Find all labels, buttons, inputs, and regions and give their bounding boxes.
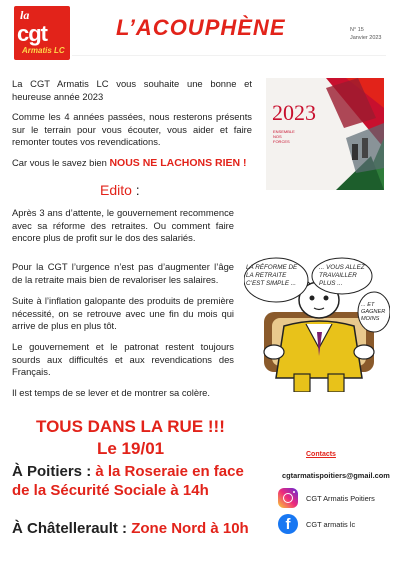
chatellerault-sep: :: [117, 520, 132, 537]
logo-la: la: [20, 8, 30, 22]
card-year-text: 2023: [272, 100, 316, 125]
facebook-label: CGT armatis lc: [306, 519, 356, 529]
edito-heading-text: Edito: [100, 182, 132, 198]
year-2023-illustration: [266, 78, 384, 190]
newsletter-title: L’ACOUPHÈNE: [116, 15, 286, 40]
contacts-title: Contacts: [306, 451, 336, 458]
contact-email[interactable]: cgtarmatispoitiers@gmail.com: [282, 471, 390, 480]
chatellerault-city: À Châtellerault: [12, 520, 118, 537]
logo-cgt: cgt: [17, 21, 47, 46]
location-poitiers: [12, 462, 272, 500]
poitiers-city: À Poitiers: [12, 463, 83, 480]
card-caption-1: ENSEMBLE: [273, 129, 295, 134]
chatellerault-place: Zone Nord à 10h: [131, 520, 249, 537]
cartoon-cat-illustration: [244, 256, 390, 392]
poitiers-place-line-1: à la Roseraie en face: [95, 463, 244, 480]
intro-know-prefix: Car vous le savez bien: [12, 157, 107, 168]
logo-subtitle: Armatis LC: [22, 46, 65, 55]
facebook-icon: f: [278, 514, 298, 534]
intro-know: [12, 157, 262, 170]
poitiers-sep: :: [82, 463, 96, 480]
edito-paragraph-3: Suite à l’inflation galopante des produits de première nécessité, on se retrouve avec une fin du mois qui arrive de plus en plus tôt.: [12, 295, 234, 331]
location-chatellerault: [12, 519, 272, 538]
year-2023-card: [266, 78, 384, 190]
edito-paragraph-1: Après 3 ans d’attente, le gouvernement recommence avec sa réforme des retraites. Ou comment faire encore plus de profit sur le dos des salariés.: [12, 207, 234, 243]
header: [0, 0, 400, 68]
poitiers-place-line-2: de la Sécurité Sociale à 14h: [12, 482, 209, 499]
edito-heading: [100, 182, 140, 198]
issue-number: N° 15: [350, 27, 364, 33]
facebook-contact[interactable]: [278, 514, 355, 534]
card-caption-3: FORCES: [273, 139, 290, 144]
card-caption-2: NOS: [273, 134, 282, 139]
intro-commitment: Comme les 4 années passées, nous resterons présents sur le terrain pour vous écouter, vous aider et faire remonter toutes vos revendications.: [12, 111, 252, 147]
instagram-label: CGT Armatis Poitiers: [306, 493, 375, 503]
edito-paragraph-4: Le gouvernement et le patronat restent toujours sourds aux difficultés et aux revendications des Français.: [12, 341, 234, 377]
cartoon-bubble-1: LA RÉFORME DE LA RETRAITE C’EST SIMPLE ...: [246, 264, 298, 287]
cartoon-bubble-2: ... VOUS ALLEZ TRAVAILLER PLUS ...: [319, 264, 365, 287]
intro-greeting: La CGT Armatis LC vous souhaite une bonne et heureuse année 2023: [12, 78, 252, 102]
cartoon-bubble-3: ... ET GAGNER MOINS: [361, 302, 386, 322]
issue-date: Janvier 2023: [350, 35, 382, 41]
issue-info: [350, 26, 382, 42]
instagram-contact[interactable]: [278, 488, 375, 508]
edito-colon: :: [131, 182, 140, 198]
cgt-logo: [14, 6, 70, 60]
action-headline: TOUS DANS LA RUE !!!: [36, 417, 225, 436]
edito-paragraph-2: Pour la CGT l’urgence n’est pas d’augmenter l’âge de la retraite mais bien de revaloriser les salaires.: [12, 261, 234, 285]
action-date: Le 19/01: [97, 439, 165, 458]
edito-paragraph-5: Il est temps de se lever et de montrer sa colère.: [12, 387, 211, 398]
instagram-icon: [278, 488, 298, 508]
intro-know-bold: NOUS NE LACHONS RIEN !: [109, 157, 247, 169]
